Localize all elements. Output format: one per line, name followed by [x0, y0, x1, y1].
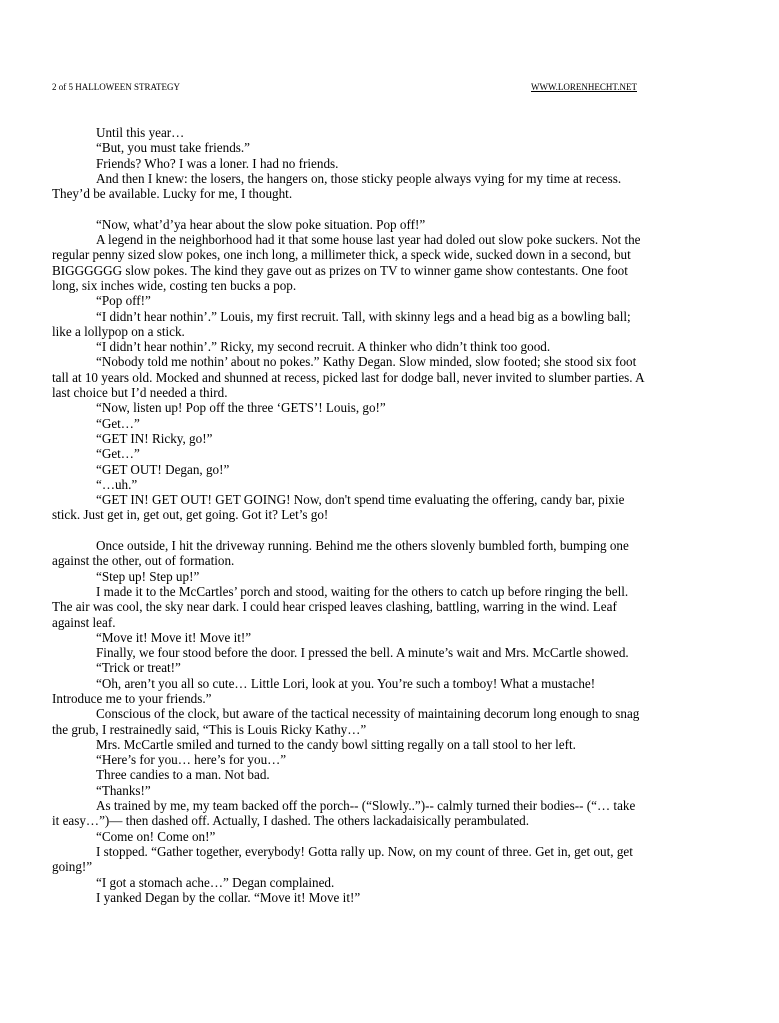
- paragraph: “I didn’t hear nothin’.” Ricky, my second recruit. A thinker who didn’t think too good.: [96, 339, 551, 355]
- page-header: [52, 80, 637, 94]
- paragraph: A legend in the neighborhood had it that some house last year had doled out slow poke suckers. Not the regular penny sized slow pokes, one inch long, a millimeter thick, a speck wide, sucked down in a second, but BIGGGGGG slow pokes. The kind they gave out as prizes on TV to winner game show contestants. One foot long, six inches wide, costing ten bucks a pop.: [52, 232, 641, 293]
- paragraph: “Now, what’d’ya hear about the slow poke situation. Pop off!”: [96, 216, 426, 232]
- paragraph: I stopped. “Gather together, everybody! Gotta rally up. Now, on my count of three. Get in, get out, get going!”: [52, 843, 633, 875]
- paragraph: “I didn’t hear nothin’.” Louis, my first recruit. Tall, with skinny legs and a head big as a bowling ball; like a lollypop on a stick.: [52, 308, 631, 339]
- paragraph: As trained by me, my team backed off the porch-- (“Slowly..”)-- calmly turned their bodies-- (“… take it easy…”)— then dashed off. Actually, I dashed. The others lackadaisically perambulated.: [52, 798, 636, 829]
- paragraph: “Get…”: [96, 446, 140, 462]
- paragraph: “…uh.”: [96, 476, 138, 492]
- paragraph: Finally, we four stood before the door. I pressed the bell. A minute’s wait and Mrs. McCartle showed.: [96, 645, 629, 661]
- paragraph: “Thanks!”: [96, 782, 151, 798]
- paragraph: “Nobody told me nothin’ about no pokes.” Kathy Degan. Slow minded, slow footed; she stood six foot tall at 10 years old. Mocked and shunned at recess, picked last for dodge ball, never invited to slumber parties. A last choice but I’d needed a third.: [52, 354, 644, 401]
- paragraph: “Pop off!”: [96, 293, 151, 309]
- paragraph: Friends? Who? I was a loner. I had no friends.: [96, 155, 339, 171]
- website-link[interactable]: WWW.LORENHECHT.NET: [531, 82, 637, 92]
- paragraph: “GET OUT! Degan, go!”: [96, 461, 230, 477]
- paragraph: “Come on! Come on!”: [96, 828, 216, 844]
- paragraph: I yanked Degan by the collar. “Move it! Move it!”: [96, 889, 361, 905]
- paragraph: “But, you must take friends.”: [96, 140, 251, 156]
- paragraph: Until this year…: [96, 125, 185, 140]
- paragraph: Three candies to a man. Not bad.: [96, 767, 270, 783]
- paragraph: I made it to the McCartles’ porch and stood, waiting for the others to catch up before ringing the bell. The air was cool, the sky near dark. I could hear crisped leaves clashing, battling, warring in the wind. Leaf against leaf.: [52, 583, 629, 630]
- paragraph: “GET IN! GET OUT! GET GOING! Now, don't spend time evaluating the offering, candy bar, pixie stick. Just get in, get out, get going. Got it? Let’s go!: [52, 492, 625, 523]
- story-body: [52, 125, 644, 905]
- paragraph: “Step up! Step up!”: [96, 568, 200, 584]
- page-header-title: 2 of 5 HALLOWEEN STRATEGY: [52, 82, 180, 92]
- paragraph: “GET IN! Ricky, go!”: [96, 430, 213, 446]
- paragraph: “Here’s for you… here’s for you…”: [96, 752, 287, 768]
- paragraph: Once outside, I hit the driveway running. Behind me the others slovenly bumbled forth, bumping one against the other, out of formation.: [52, 538, 629, 569]
- paragraph: Conscious of the clock, but aware of the tactical necessity of maintaining decorum long enough to snag the grub, I restrainedly said, “This is Louis Ricky Kathy…”: [52, 706, 640, 737]
- paragraph: And then I knew: the losers, the hangers on, those sticky people always vying for my time at recess. They’d be available. Lucky for me, I thought.: [52, 170, 622, 202]
- paragraph: “Get…”: [96, 415, 140, 431]
- paragraph: Mrs. McCartle smiled and turned to the candy bowl sitting regally on a tall stool to her left.: [96, 736, 576, 752]
- paragraph: “Move it! Move it! Move it!”: [96, 629, 252, 645]
- paragraph: “Now, listen up! Pop off the three ‘GETS’! Louis, go!”: [96, 400, 386, 416]
- paragraph: “Trick or treat!”: [96, 660, 181, 676]
- paragraph: “I got a stomach ache…” Degan complained.: [96, 874, 335, 890]
- paragraph: “Oh, aren’t you all so cute… Little Lori, look at you. You’re such a tomboy! What a mustache! Introduce me to your friends.”: [52, 675, 596, 706]
